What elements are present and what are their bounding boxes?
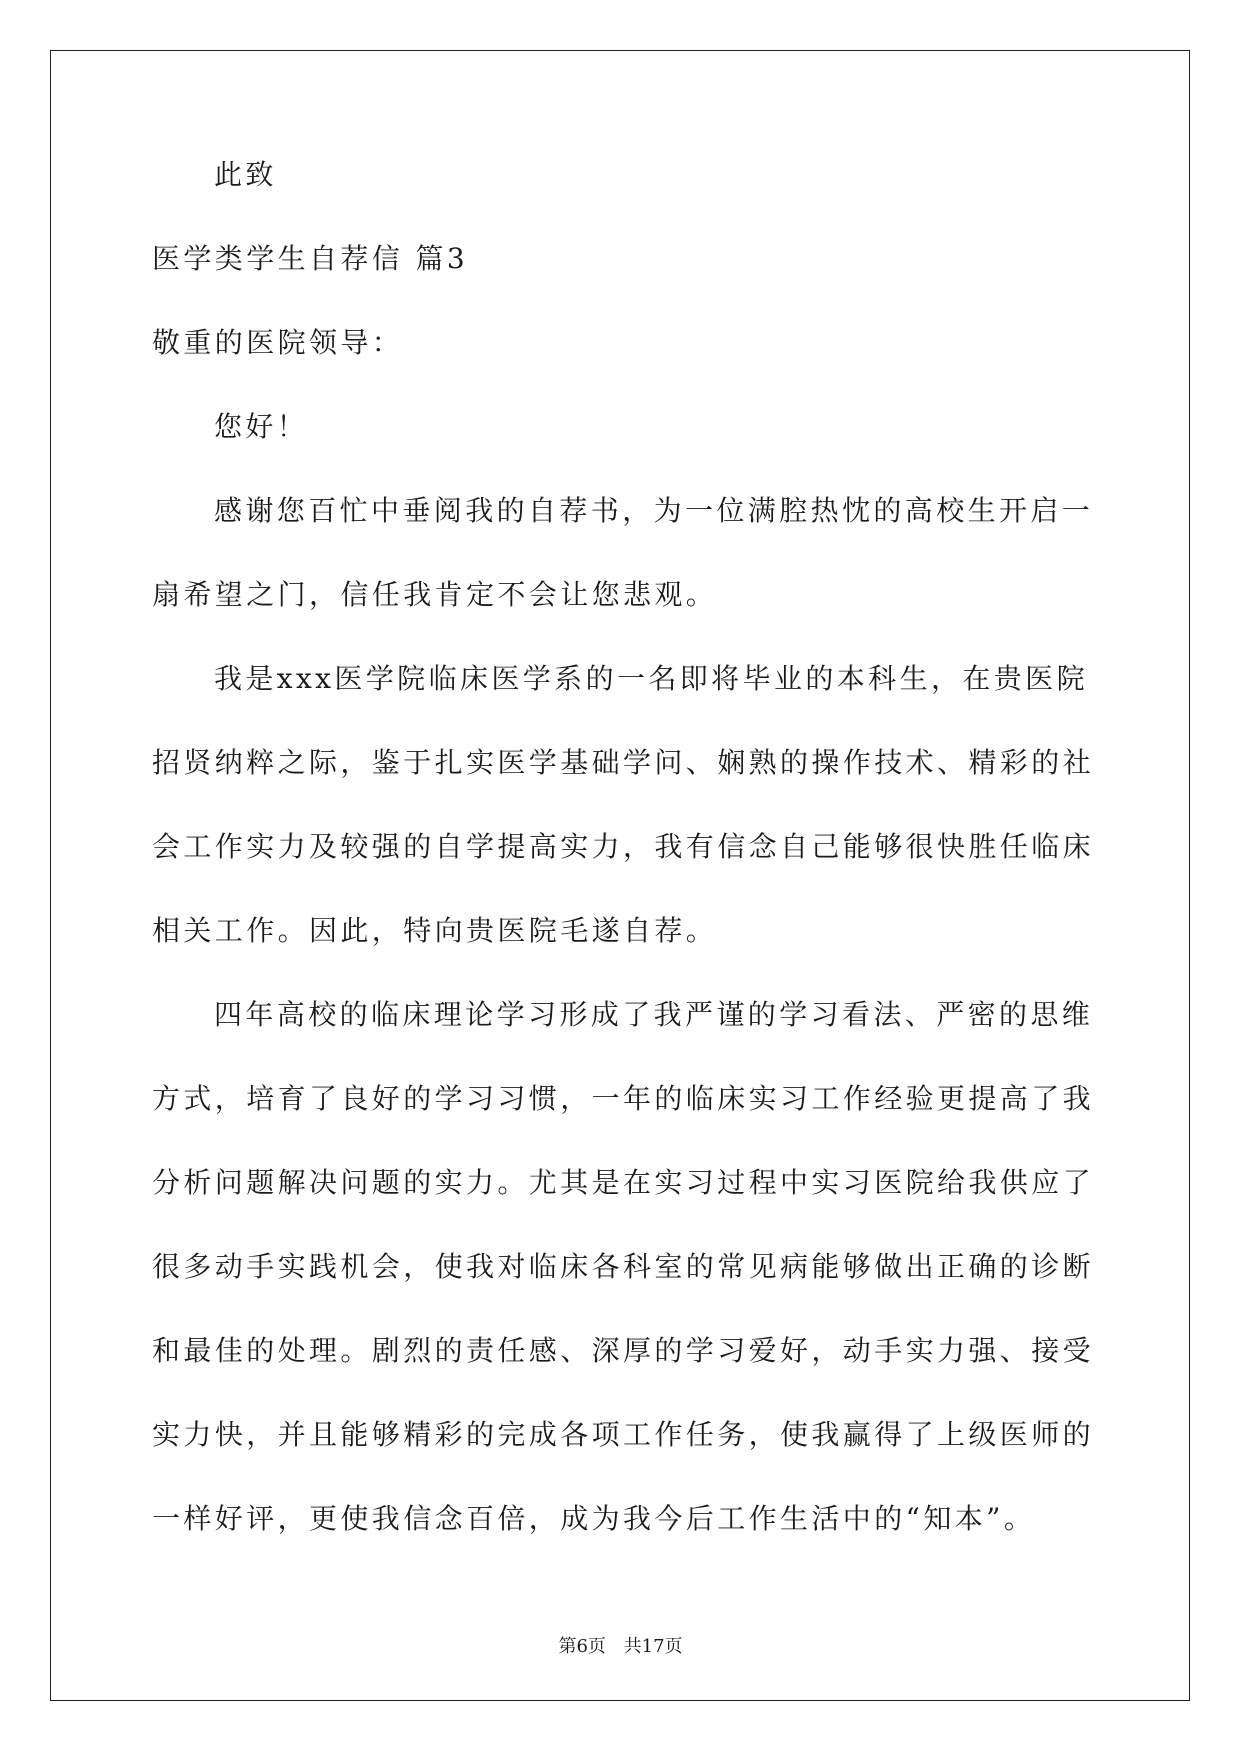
page-footer [0, 1632, 1241, 1658]
paragraph-line: 我是xxx医学院临床医学系的一名即将毕业的本科生，在贵医院 [214, 662, 1088, 695]
paragraph-line: 一样好评，更使我信念百倍，成为我今后工作生活中的“知本”。 [152, 1502, 1036, 1535]
paragraph-line: 实力快，并且能够精彩的完成各项工作任务，使我赢得了上级医师的 [152, 1418, 1095, 1451]
paragraph-line: 感谢您百忙中垂阅我的自荐书，为一位满腔热忱的高校生开启一 [214, 494, 1094, 527]
paragraph-line: 相关工作。因此，特向贵医院毛遂自荐。 [152, 914, 718, 947]
section-title: 医学类学生自荐信 篇3 [152, 242, 469, 275]
paragraph-line: 方式，培育了良好的学习习惯，一年的临床实习工作经验更提高了我 [152, 1082, 1095, 1115]
salutation: 敬重的医院领导： [152, 326, 404, 359]
paragraph-line: 和最佳的处理。剧烈的责任感、深厚的学习爱好，动手实力强、接受 [152, 1334, 1095, 1367]
page-number: 第6页 [558, 1636, 606, 1657]
document-body [152, 158, 1095, 1586]
page-total: 共17页 [623, 1636, 683, 1657]
paragraph-line: 扇希望之门，信任我肯定不会让您悲观。 [152, 578, 718, 611]
paragraph-line: 很多动手实践机会，使我对临床各科室的常见病能够做出正确的诊断 [152, 1250, 1095, 1283]
paragraph-line: 会工作实力及较强的自学提高实力，我有信念自己能够很快胜任临床 [152, 830, 1095, 863]
paragraph-line: 四年高校的临床理论学习形成了我严谨的学习看法、严密的思维 [214, 998, 1094, 1031]
paragraph-line: 分析问题解决问题的实力。尤其是在实习过程中实习医院给我供应了 [152, 1166, 1095, 1199]
closing-line: 此致 [214, 158, 277, 191]
paragraph-line: 招贤纳粹之际，鉴于扎实医学基础学问、娴熟的操作技术、精彩的社 [152, 746, 1095, 779]
greeting: 您好！ [214, 410, 309, 443]
